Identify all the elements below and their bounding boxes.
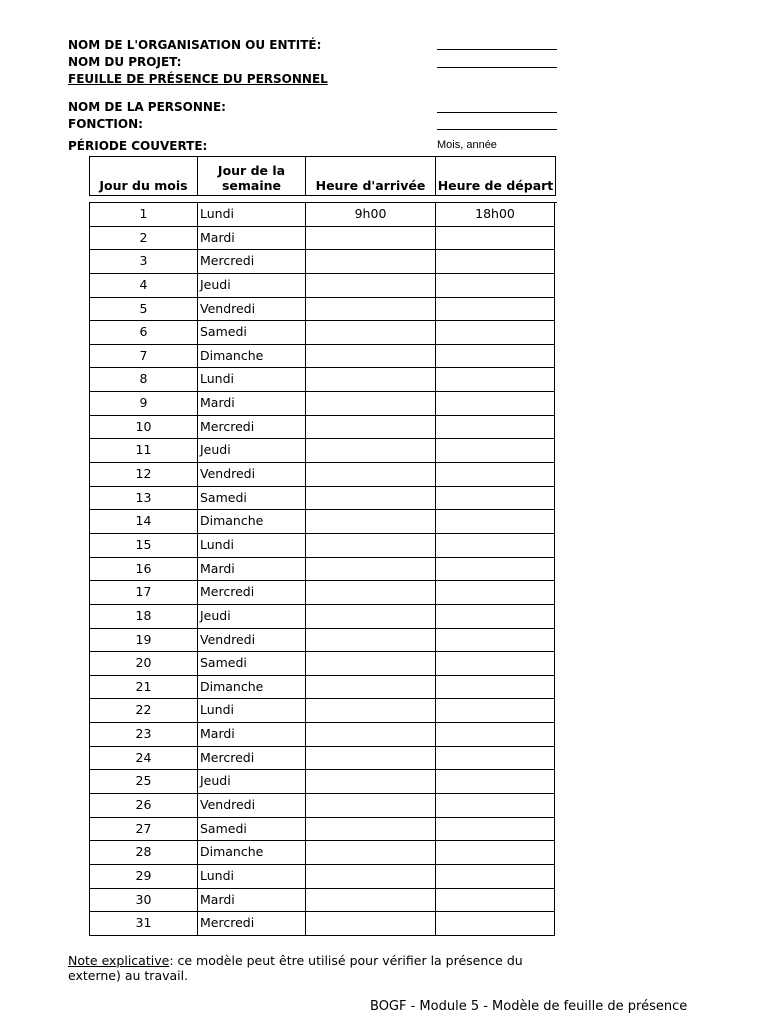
table-row — [90, 439, 557, 463]
table-row — [90, 794, 557, 818]
day-of-month-cell: 24 — [90, 747, 198, 771]
weekday-cell: Mardi — [198, 889, 306, 913]
table-row — [90, 321, 557, 345]
arrival-time-cell[interactable] — [306, 345, 436, 369]
weekday-cell: Mercredi — [198, 416, 306, 440]
table-row — [90, 841, 557, 865]
departure-time-cell[interactable]: 18h00 — [436, 203, 555, 227]
arrival-time-cell[interactable] — [306, 392, 436, 416]
weekday-cell: Mardi — [198, 558, 306, 582]
arrival-time-cell[interactable] — [306, 699, 436, 723]
departure-time-cell[interactable] — [436, 298, 555, 322]
table-row — [90, 416, 557, 440]
departure-time-cell[interactable] — [436, 723, 555, 747]
page-footer: BOGF - Module 5 - Modèle de feuille de présence — [370, 999, 688, 1014]
period-label: PÉRIODE COUVERTE: — [68, 139, 208, 153]
day-of-month-cell: 20 — [90, 652, 198, 676]
column-header-day-of-month: Jour du mois — [90, 157, 198, 195]
table-row — [90, 865, 557, 889]
function-label: FONCTION: — [68, 117, 143, 131]
note-text-line1: : ce modèle peut être utilisé pour vérifier la présence du — [169, 953, 523, 968]
explanatory-note — [68, 953, 558, 983]
weekday-cell: Mercredi — [198, 747, 306, 771]
day-of-month-cell: 2 — [90, 227, 198, 251]
day-of-month-cell: 25 — [90, 770, 198, 794]
departure-time-cell[interactable] — [436, 912, 555, 936]
departure-time-cell[interactable] — [436, 794, 555, 818]
table-header — [89, 156, 556, 196]
attendance-table-body — [89, 202, 557, 936]
arrival-time-cell[interactable] — [306, 321, 436, 345]
departure-time-cell[interactable] — [436, 510, 555, 534]
arrival-time-cell[interactable] — [306, 723, 436, 747]
day-of-month-cell: 26 — [90, 794, 198, 818]
departure-time-cell[interactable] — [436, 416, 555, 440]
arrival-time-cell[interactable] — [306, 747, 436, 771]
weekday-cell: Samedi — [198, 652, 306, 676]
table-row — [90, 629, 557, 653]
day-of-month-cell: 30 — [90, 889, 198, 913]
table-row — [90, 203, 557, 227]
departure-time-cell[interactable] — [436, 345, 555, 369]
table-row — [90, 605, 557, 629]
arrival-time-cell[interactable] — [306, 581, 436, 605]
table-row — [90, 534, 557, 558]
arrival-time-cell[interactable] — [306, 298, 436, 322]
weekday-cell: Mercredi — [198, 581, 306, 605]
day-of-month-cell: 28 — [90, 841, 198, 865]
departure-time-cell[interactable] — [436, 818, 555, 842]
arrival-time-cell[interactable] — [306, 889, 436, 913]
weekday-cell: Dimanche — [198, 676, 306, 700]
weekday-cell: Lundi — [198, 865, 306, 889]
departure-time-cell[interactable] — [436, 250, 555, 274]
day-of-month-cell: 23 — [90, 723, 198, 747]
sheet-title: FEUILLE DE PRÉSENCE DU PERSONNEL — [68, 72, 328, 86]
departure-time-cell[interactable] — [436, 629, 555, 653]
table-row — [90, 274, 557, 298]
weekday-cell: Mercredi — [198, 912, 306, 936]
table-row — [90, 652, 557, 676]
day-of-month-cell: 6 — [90, 321, 198, 345]
organisation-label: NOM DE L'ORGANISATION OU ENTITÉ: — [68, 38, 322, 52]
arrival-time-cell[interactable] — [306, 439, 436, 463]
weekday-cell: Mardi — [198, 723, 306, 747]
table-row — [90, 558, 557, 582]
arrival-time-cell[interactable] — [306, 416, 436, 440]
departure-time-cell[interactable] — [436, 841, 555, 865]
arrival-time-cell[interactable] — [306, 865, 436, 889]
weekday-cell: Jeudi — [198, 274, 306, 298]
arrival-time-cell[interactable] — [306, 652, 436, 676]
arrival-time-cell[interactable] — [306, 510, 436, 534]
departure-time-cell[interactable] — [436, 439, 555, 463]
day-of-month-cell: 27 — [90, 818, 198, 842]
day-of-month-cell: 22 — [90, 699, 198, 723]
departure-time-cell[interactable] — [436, 865, 555, 889]
departure-time-cell[interactable] — [436, 558, 555, 582]
departure-time-cell[interactable] — [436, 747, 555, 771]
column-header-weekday — [198, 157, 306, 195]
weekday-cell: Dimanche — [198, 510, 306, 534]
organisation-blank-line[interactable] — [437, 49, 557, 50]
arrival-time-cell[interactable] — [306, 274, 436, 298]
departure-time-cell[interactable] — [436, 274, 555, 298]
day-of-month-cell: 13 — [90, 487, 198, 511]
table-row — [90, 676, 557, 700]
table-row — [90, 250, 557, 274]
note-text-line2: externe) au travail. — [68, 968, 189, 983]
day-of-month-cell: 14 — [90, 510, 198, 534]
day-of-month-cell: 1 — [90, 203, 198, 227]
table-row — [90, 699, 557, 723]
weekday-cell: Mardi — [198, 392, 306, 416]
weekday-cell: Dimanche — [198, 345, 306, 369]
table-row — [90, 463, 557, 487]
day-of-month-cell: 8 — [90, 368, 198, 392]
period-value[interactable]: Mois, année — [437, 139, 497, 151]
weekday-cell: Vendredi — [198, 629, 306, 653]
departure-time-cell[interactable] — [436, 534, 555, 558]
day-of-month-cell: 16 — [90, 558, 198, 582]
arrival-time-cell[interactable] — [306, 912, 436, 936]
weekday-cell: Samedi — [198, 487, 306, 511]
table-row — [90, 510, 557, 534]
arrival-time-cell[interactable] — [306, 368, 436, 392]
arrival-time-cell[interactable]: 9h00 — [306, 203, 436, 227]
column-header-weekday-label: Jour de la semaine — [217, 163, 286, 193]
day-of-month-cell: 7 — [90, 345, 198, 369]
weekday-cell: Jeudi — [198, 605, 306, 629]
departure-time-cell[interactable] — [436, 392, 555, 416]
day-of-month-cell: 31 — [90, 912, 198, 936]
departure-time-cell[interactable] — [436, 770, 555, 794]
departure-time-cell[interactable] — [436, 368, 555, 392]
person-name-label: NOM DE LA PERSONNE: — [68, 100, 226, 114]
departure-time-cell[interactable] — [436, 676, 555, 700]
day-of-month-cell: 11 — [90, 439, 198, 463]
weekday-cell: Lundi — [198, 699, 306, 723]
departure-time-cell[interactable] — [436, 581, 555, 605]
weekday-cell: Dimanche — [198, 841, 306, 865]
arrival-time-cell[interactable] — [306, 629, 436, 653]
day-of-month-cell: 15 — [90, 534, 198, 558]
weekday-cell: Vendredi — [198, 298, 306, 322]
departure-time-cell[interactable] — [436, 605, 555, 629]
weekday-cell: Vendredi — [198, 794, 306, 818]
column-header-departure: Heure de départ — [437, 178, 554, 193]
arrival-time-cell[interactable] — [306, 818, 436, 842]
table-row — [90, 912, 557, 936]
day-of-month-cell: 10 — [90, 416, 198, 440]
table-row — [90, 368, 557, 392]
arrival-time-cell[interactable] — [306, 676, 436, 700]
departure-time-cell[interactable] — [436, 321, 555, 345]
table-row — [90, 723, 557, 747]
arrival-time-cell[interactable] — [306, 770, 436, 794]
day-of-month-cell: 3 — [90, 250, 198, 274]
weekday-cell: Jeudi — [198, 439, 306, 463]
weekday-cell: Lundi — [198, 368, 306, 392]
table-row — [90, 747, 557, 771]
table-row — [90, 392, 557, 416]
day-of-month-cell: 19 — [90, 629, 198, 653]
arrival-time-cell[interactable] — [306, 794, 436, 818]
departure-time-cell[interactable] — [436, 652, 555, 676]
arrival-time-cell[interactable] — [306, 487, 436, 511]
arrival-time-cell[interactable] — [306, 605, 436, 629]
day-of-month-cell: 29 — [90, 865, 198, 889]
project-blank-line[interactable] — [437, 67, 557, 68]
day-of-month-cell: 4 — [90, 274, 198, 298]
weekday-cell: Vendredi — [198, 463, 306, 487]
weekday-cell: Lundi — [198, 203, 306, 227]
arrival-time-cell[interactable] — [306, 227, 436, 251]
departure-time-cell[interactable] — [436, 889, 555, 913]
table-row — [90, 298, 557, 322]
weekday-cell: Samedi — [198, 321, 306, 345]
arrival-time-cell[interactable] — [306, 463, 436, 487]
departure-time-cell[interactable] — [436, 463, 555, 487]
table-row — [90, 818, 557, 842]
arrival-time-cell[interactable] — [306, 534, 436, 558]
table-row — [90, 345, 557, 369]
function-blank-line[interactable] — [437, 129, 557, 130]
table-row — [90, 581, 557, 605]
weekday-cell: Mercredi — [198, 250, 306, 274]
column-header-arrival: Heure d'arrivée — [306, 157, 436, 195]
weekday-cell: Samedi — [198, 818, 306, 842]
departure-time-cell[interactable] — [436, 699, 555, 723]
arrival-time-cell[interactable] — [306, 841, 436, 865]
departure-time-cell[interactable] — [436, 227, 555, 251]
project-label: NOM DU PROJET: — [68, 55, 182, 69]
weekday-cell: Lundi — [198, 534, 306, 558]
note-label: Note explicative — [68, 953, 170, 968]
day-of-month-cell: 9 — [90, 392, 198, 416]
table-row — [90, 889, 557, 913]
person-name-blank-line[interactable] — [437, 112, 557, 113]
table-row — [90, 227, 557, 251]
day-of-month-cell: 5 — [90, 298, 198, 322]
arrival-time-cell[interactable] — [306, 250, 436, 274]
day-of-month-cell: 18 — [90, 605, 198, 629]
day-of-month-cell: 17 — [90, 581, 198, 605]
day-of-month-cell: 12 — [90, 463, 198, 487]
table-row — [90, 487, 557, 511]
weekday-cell: Jeudi — [198, 770, 306, 794]
weekday-cell: Mardi — [198, 227, 306, 251]
departure-time-cell[interactable] — [436, 487, 555, 511]
arrival-time-cell[interactable] — [306, 558, 436, 582]
day-of-month-cell: 21 — [90, 676, 198, 700]
table-row — [90, 770, 557, 794]
